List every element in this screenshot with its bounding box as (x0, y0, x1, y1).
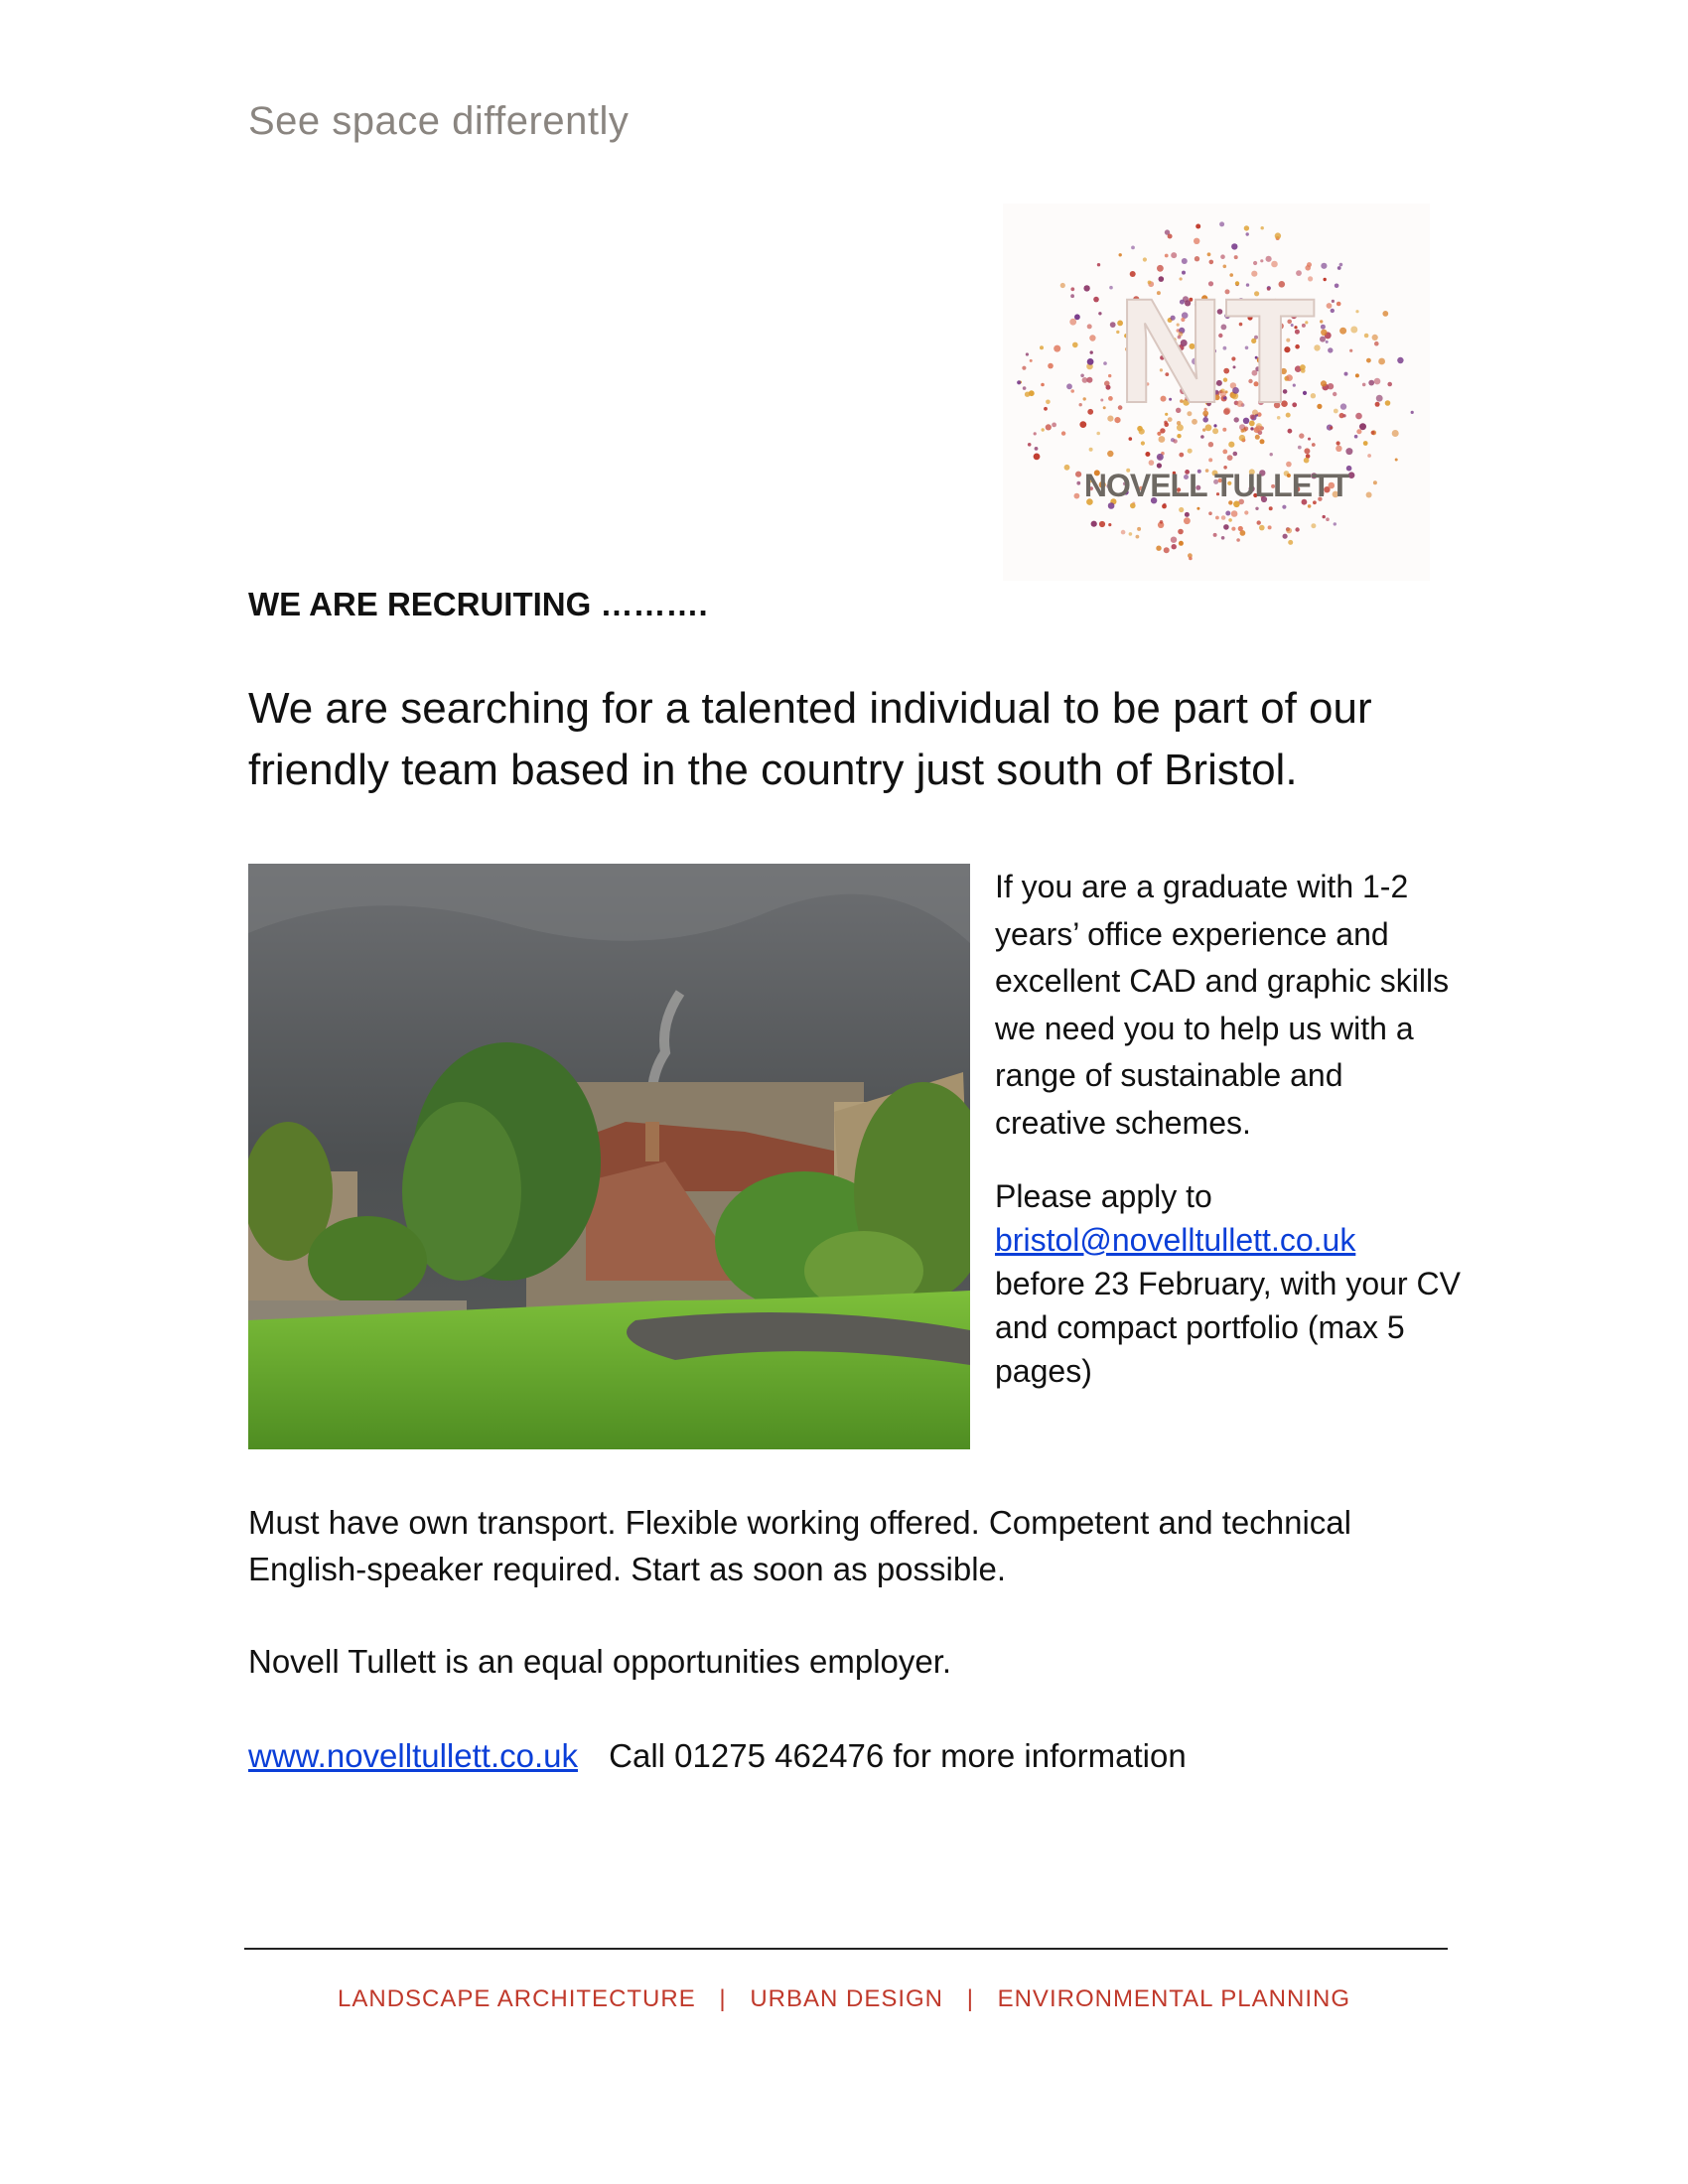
logo-dot (1087, 324, 1092, 329)
logo-dot (1371, 431, 1375, 435)
logo-dot (1070, 287, 1074, 291)
logo-dot (1106, 385, 1111, 390)
logo-dot (1299, 433, 1304, 438)
logo-dot (1321, 380, 1327, 386)
logo-dot (1286, 528, 1292, 534)
logo-dot (1236, 538, 1240, 542)
logo-dot (1107, 451, 1113, 457)
logo-dot (1098, 312, 1101, 315)
logo-dot (1382, 311, 1388, 317)
logo-dot (1288, 540, 1293, 545)
footer-divider (244, 1948, 1448, 1950)
logo-dot (1374, 378, 1381, 385)
logo-dot (1317, 404, 1322, 409)
logo-dot (1157, 454, 1164, 461)
footer-services (248, 1985, 1440, 2013)
logo-dot (1246, 232, 1249, 235)
logo-dot (1079, 403, 1082, 406)
logo-dot (1333, 392, 1336, 396)
logo-dot (1179, 453, 1184, 458)
logo-dot (1260, 439, 1265, 444)
logo-dot (1259, 525, 1265, 531)
logo-dot (1200, 435, 1204, 439)
logo-dot (1083, 397, 1086, 400)
logo-dot (1233, 452, 1238, 457)
logo-dot (1261, 226, 1264, 229)
logo-dot (1321, 263, 1327, 269)
logo-dot (1385, 400, 1391, 406)
logo-dot (1344, 372, 1348, 376)
logo-dot (1034, 432, 1037, 435)
logo-dot (1207, 252, 1211, 256)
logo-dot (1070, 294, 1074, 298)
logo-dot (1096, 432, 1100, 436)
logo-dot (1238, 526, 1243, 531)
logo-dot (1304, 458, 1310, 464)
logo-dot (1283, 534, 1288, 539)
logo-dot (1320, 320, 1323, 323)
logo-dot (1026, 352, 1029, 355)
logo-dot (1228, 442, 1234, 448)
logo-dot (1308, 504, 1312, 508)
logo-dot (1354, 435, 1358, 439)
logo-dot (1255, 507, 1258, 510)
logo-dot (1209, 260, 1214, 265)
logo-dot (1194, 238, 1199, 244)
logo-dot (1373, 480, 1377, 484)
logo-dot (1064, 465, 1070, 471)
logo-dot (1044, 407, 1048, 411)
logo-dot (1159, 436, 1166, 443)
website-link[interactable]: www.novelltullett.co.uk (248, 1737, 578, 1774)
logo-dot (1070, 389, 1074, 393)
logo-dot (1137, 527, 1141, 531)
call-text: Call 01275 462476 for more information (609, 1737, 1187, 1774)
logo-dot (1269, 506, 1273, 510)
logo-dot (1312, 443, 1316, 447)
footer-item-environmental: ENVIRONMENTAL PLANNING (997, 1985, 1350, 2012)
logo-dot (1208, 458, 1212, 462)
logo-dot (1173, 439, 1177, 443)
logo-dot (1136, 535, 1140, 539)
logo-dot (1179, 541, 1184, 546)
logo-dot (1034, 454, 1041, 461)
logo-dot (1372, 335, 1378, 341)
logo-dot (1052, 423, 1056, 428)
logo-dot (1348, 472, 1355, 478)
logo-dot (1221, 536, 1225, 540)
logo-dot (1350, 327, 1357, 334)
footer-separator: | (719, 1985, 727, 2012)
equal-opportunities-text: Novell Tullett is an equal opportunities employer. (248, 1643, 952, 1680)
logo-dot (1340, 403, 1346, 409)
headline: We are searching for a talented individual to be part of our friendly team based in the country just south of Bristol. (248, 684, 1372, 794)
logo-dot (1107, 416, 1113, 422)
logo-dot (1188, 449, 1193, 454)
logo-dot (1099, 521, 1105, 527)
logo-dot (1074, 493, 1080, 499)
logo-dot (1222, 450, 1227, 455)
logo-dot (1295, 527, 1299, 531)
logo-dot (1364, 334, 1369, 339)
apply-email-link[interactable]: bristol@novelltullett.co.uk (995, 1222, 1356, 1258)
logo-dot (1129, 437, 1133, 441)
logo-dot (1156, 546, 1161, 551)
logo-dot (1177, 434, 1181, 438)
logo-dot (1223, 524, 1229, 530)
logo-dot (1091, 521, 1097, 527)
logo-dot (1215, 516, 1219, 520)
logo-dot (1378, 358, 1385, 365)
logo-dot (1046, 400, 1051, 405)
logo-dot (1257, 520, 1261, 524)
logo-dot (1185, 512, 1190, 517)
logo-dot (1411, 411, 1414, 414)
logo-dot (1337, 266, 1341, 270)
logo-dot (1162, 504, 1167, 509)
logo-dot (1178, 529, 1184, 535)
logo-dot (1090, 350, 1093, 353)
logo-dot (1069, 319, 1076, 326)
logo-dot (1080, 374, 1084, 378)
logo-dot (1266, 256, 1272, 262)
logo-dot (1023, 386, 1027, 390)
logo-dot (1332, 300, 1335, 303)
logo-dot (1286, 462, 1292, 468)
logo-dot (1048, 363, 1054, 369)
logo-monogram: NT (1117, 267, 1316, 434)
logo-dot (1227, 455, 1233, 461)
requirements-text: Must have own transport. Flexible working offered. Competent and technical English-speaker required. Start as soon as possible. (248, 1504, 1351, 1587)
logo-dot (1355, 413, 1362, 420)
logo-dot (1336, 441, 1340, 445)
logo-dot (1054, 345, 1060, 352)
logo-dot (1339, 263, 1343, 267)
logo-dot (1072, 342, 1078, 348)
logo-dot (1231, 243, 1237, 249)
logo-dot (1171, 252, 1177, 258)
logo-dot (1109, 286, 1113, 290)
logo-dot (1121, 530, 1126, 535)
logo-dot (1376, 395, 1383, 402)
logo-dot (1320, 337, 1326, 342)
logo-dot (1093, 297, 1099, 303)
logo-dot (1231, 527, 1235, 531)
logo-dot (1179, 507, 1184, 512)
logo-dot (1189, 557, 1193, 561)
footer-item-landscape: LANDSCAPE ARCHITECTURE (338, 1985, 696, 2012)
logo-dot (1275, 232, 1281, 238)
logo-dot (1234, 255, 1238, 259)
logo-dot (1040, 345, 1044, 349)
job-requirements-text: If you are a graduate with 1-2 years’ office experience and excellent CAD and graphic skills we need you to help us with a range of sustainable and creative schemes. (995, 869, 1450, 1141)
logo-dot (1035, 447, 1039, 451)
logo-dot (1075, 472, 1081, 478)
logo-dot (1103, 406, 1106, 409)
logo-dot (1168, 234, 1173, 239)
logo-dot (1260, 259, 1263, 262)
novell-tullett-logo (1003, 204, 1430, 581)
logo-dot (1324, 278, 1327, 281)
logo-dot (1359, 423, 1366, 430)
logo-dot (1025, 392, 1030, 397)
apply-instructions (995, 1174, 1462, 1393)
logo-dot (1326, 517, 1330, 521)
logo-dot (1103, 361, 1107, 365)
logo-dot (1334, 522, 1336, 525)
logo-dot (1392, 430, 1399, 437)
logo-dot (1082, 377, 1088, 383)
logo-dot (1066, 383, 1072, 389)
logo-dot (1129, 532, 1133, 536)
logo-dot (1308, 438, 1311, 441)
logo-dot (1239, 435, 1245, 441)
logo-dot (1131, 246, 1135, 250)
logo-dot (1387, 382, 1392, 387)
logo-dot (1172, 544, 1177, 549)
logo-dot (1366, 492, 1372, 498)
logo-dot (1087, 409, 1093, 415)
logo-dot (1228, 518, 1232, 522)
logo-dot (1074, 314, 1080, 320)
logo-dot (1362, 383, 1366, 387)
logo-dot (1225, 511, 1230, 516)
logo-dot (1335, 284, 1339, 289)
job-details (995, 864, 1462, 1393)
logo-dot (1321, 325, 1326, 330)
logo-dot (1108, 523, 1111, 526)
logo-dot (1089, 448, 1093, 452)
logo-dot (1030, 359, 1033, 362)
logo-dot (1195, 256, 1199, 261)
logo-dot (1083, 285, 1089, 291)
logo-dot (1164, 547, 1170, 553)
logo-dot (1374, 341, 1379, 346)
logo-dot (1119, 253, 1122, 256)
logo-dot (1079, 421, 1086, 428)
logo-dot (1397, 357, 1403, 363)
logo-dot (1375, 402, 1380, 407)
logo-dot (1149, 460, 1155, 466)
logo-dot (1145, 452, 1150, 457)
logo-dot (1165, 254, 1169, 258)
logo-dot (1355, 310, 1358, 313)
logo-dot (1323, 515, 1326, 518)
logo-dot (1349, 349, 1352, 352)
logo-dot (1213, 533, 1217, 537)
logo-dot (1143, 257, 1147, 261)
logo-dot (1336, 302, 1341, 307)
logo-dot (1160, 520, 1164, 524)
logo-dot (1339, 328, 1346, 335)
contact-line (248, 1732, 1470, 1779)
logo-dot (1130, 503, 1136, 509)
logo-wordmark: NOVELL TULLETT (1083, 468, 1349, 503)
logo-dot (1017, 380, 1021, 384)
logo-dot (1311, 523, 1316, 528)
footer-item-urban: URBAN DESIGN (750, 1985, 944, 2012)
logo-dot (1368, 380, 1374, 386)
logo-dot (1366, 358, 1371, 363)
logo-dot (1046, 424, 1052, 430)
logo-dot (1327, 303, 1333, 309)
logo-dot (1330, 426, 1333, 429)
logo-dot (1326, 341, 1329, 343)
tagline: See space differently (248, 99, 630, 143)
logo-dot (1087, 358, 1094, 365)
apply-prefix: Please apply to (995, 1178, 1212, 1214)
logo-dot (1363, 441, 1368, 446)
farm-photo (248, 864, 970, 1449)
logo-dot (1208, 511, 1212, 515)
logo-dot (1108, 396, 1113, 401)
logo-dot (1270, 453, 1273, 456)
footer-separator: | (966, 1985, 974, 2012)
logo-dot (1097, 263, 1100, 266)
logo-dot (1219, 221, 1224, 226)
logo-dot (1110, 322, 1116, 328)
logo-dot (1061, 431, 1065, 435)
logo-dot (1331, 309, 1335, 313)
logo-dot (1321, 330, 1327, 336)
apply-deadline: before 23 February, with your CV and compact portfolio (max 5 pages) (995, 1266, 1461, 1389)
logo-dot (1395, 459, 1398, 462)
logo-dot (1282, 505, 1286, 509)
logo-dot (1334, 409, 1338, 414)
logo-dot (1231, 510, 1238, 517)
recruiting-heading: WE ARE RECRUITING ………. (248, 586, 708, 622)
logo-dot (1342, 414, 1345, 417)
logo-dot (1089, 335, 1095, 341)
logo-dot (1345, 448, 1352, 455)
logo-dot (1041, 383, 1045, 387)
logo-dot (1042, 428, 1045, 431)
logo-dot (1060, 283, 1065, 288)
logo-dot (1076, 481, 1080, 485)
logo-dot (1268, 525, 1272, 529)
logo-dot (1171, 537, 1177, 543)
logo-dot (1336, 446, 1341, 452)
logo-dot (1182, 258, 1188, 264)
logo-dot (1355, 373, 1359, 377)
logo-dot (1328, 347, 1333, 352)
logo-dot (1298, 446, 1302, 450)
logo-dot (1028, 443, 1032, 447)
logo-dot (1108, 374, 1111, 377)
logo-dot (1196, 507, 1199, 510)
logo-dot (1367, 454, 1371, 458)
logo-dot (1184, 517, 1191, 524)
logo-dot (1220, 254, 1225, 259)
logo-dot (1022, 366, 1026, 370)
logo-dot (1196, 224, 1200, 229)
logo-dot (1141, 441, 1145, 445)
logo-dot (1221, 515, 1226, 520)
logo-dot (1244, 510, 1248, 514)
logo-dot (1100, 399, 1103, 402)
logo-dot (1108, 502, 1115, 509)
logo-dot (1255, 435, 1260, 440)
logo-dot (1244, 225, 1249, 230)
logo-dot (1356, 429, 1361, 434)
logo-dot (1253, 261, 1257, 265)
logo-dot (1208, 442, 1213, 447)
logo-dot (1304, 448, 1310, 454)
